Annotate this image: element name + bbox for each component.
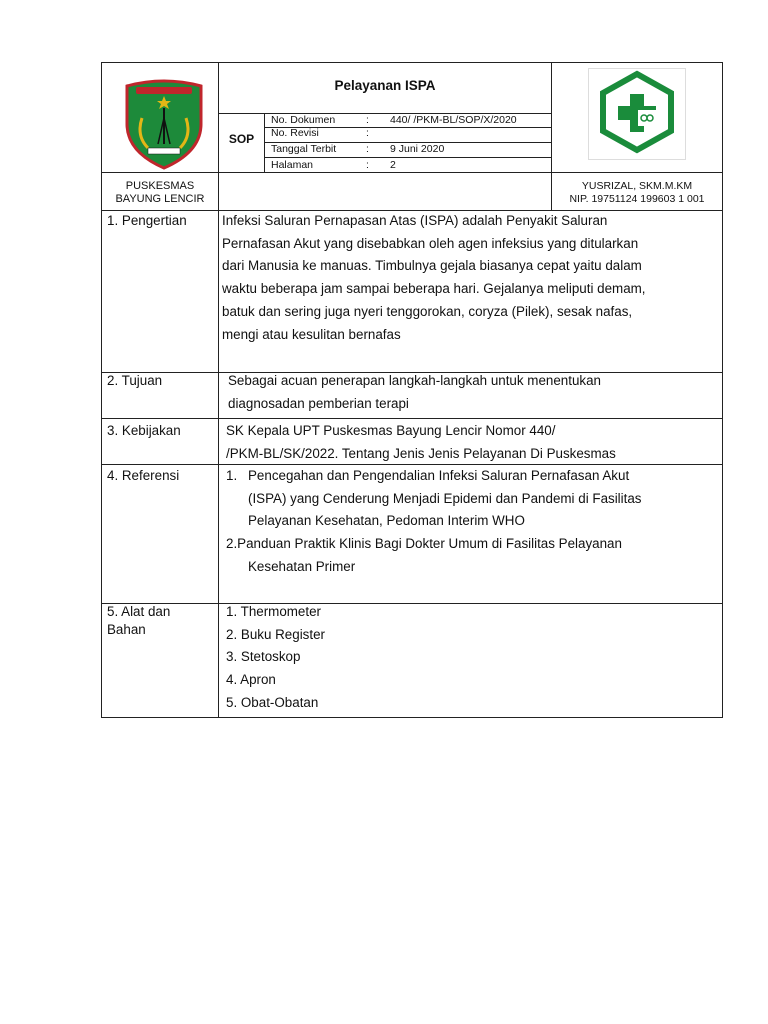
text-line: Pelayanan Kesehatan, Pedoman Interim WHO — [248, 513, 525, 529]
text-line: Panduan Praktik Klinis Bagi Dokter Umum di Fasilitas Pelayanan — [237, 536, 622, 551]
kebijakan-text — [226, 420, 714, 465]
sop-label: SOP — [228, 132, 255, 146]
text-line: dari Manusia ke manuas. Timbulnya gejala biasanya cepat yaitu dalam — [222, 258, 642, 274]
text-line: diagnosadan pemberian terapi — [228, 395, 409, 411]
institution-name — [102, 180, 218, 205]
label-line: 5. Alat dan — [107, 604, 171, 619]
list-item: 1. Thermometer — [226, 604, 322, 619]
institution-line-1: PUSKESMAS — [125, 180, 195, 192]
label-line: Bahan — [107, 621, 146, 637]
signatory — [552, 180, 722, 205]
institution-line-2: BAYUNG LENCIR — [115, 192, 205, 205]
doc-number-value: 440/ /PKM-BL/SOP/X/2020 — [390, 114, 517, 126]
kebijakan-label: 3. Kebijakan — [107, 423, 181, 438]
referensi-item-1 — [226, 465, 714, 533]
pengertian-label: 1. Pengertian — [107, 213, 187, 228]
list-item: 4. Apron — [226, 672, 276, 688]
list-item: 5. Obat-Obatan — [226, 694, 319, 710]
page-label: Halaman — [271, 159, 314, 171]
text-line: batuk dan sering juga nyeri tenggorokan, coryza (Pilek), sesak nafas, — [222, 303, 633, 319]
pengertian-text — [222, 210, 714, 346]
text-line: mengi atau kesulitan bernafas — [222, 326, 401, 342]
revision-sep: : — [366, 127, 369, 139]
referensi-label: 4. Referensi — [107, 468, 180, 483]
tujuan-label: 2. Tujuan — [107, 373, 163, 388]
page-value: 2 — [390, 159, 396, 171]
text-line: (ISPA) yang Cenderung Menjadi Epidemi dan Pandemi di Fasilitas — [248, 490, 642, 506]
signatory-nip: NIP. 19751124 199603 1 001 — [569, 192, 705, 205]
text-line: waktu beberapa jam sampai beberapa hari. Gejalanya meliputi demam, — [222, 281, 646, 297]
issue-date-sep: : — [366, 143, 369, 155]
tujuan-text — [228, 370, 714, 415]
text-line: Pernafasan Akut yang disebabkan oleh agen infeksius yang ditularkan — [222, 235, 639, 251]
revision-label: No. Revisi — [271, 127, 319, 139]
issue-date-value: 9 Juni 2020 — [390, 143, 445, 155]
alat-list — [226, 601, 706, 715]
referensi-item-2 — [226, 533, 714, 578]
list-item: 2. Buku Register — [226, 626, 325, 642]
list-number: 2. — [226, 536, 238, 551]
text-line: /PKM-BL/SK/2022. Tentang Jenis Jenis Pelayanan Di Puskesmas — [226, 445, 616, 461]
list-item: 3. Stetoskop — [226, 649, 301, 665]
signatory-name: YUSRIZAL, SKM.M.KM — [581, 180, 693, 192]
text-line: Kesehatan Primer — [248, 558, 356, 574]
doc-number-sep: : — [366, 114, 369, 126]
alat-label — [107, 603, 170, 638]
text-line: SK Kepala UPT Puskesmas Bayung Lencir Nomor 440/ — [226, 423, 556, 438]
issue-date-label: Tanggal Terbit — [271, 143, 337, 155]
page-sep: : — [366, 159, 369, 171]
regency-emblem-logo — [122, 78, 206, 170]
text-line: Sebagai acuan penerapan langkah-langkah untuk menentukan — [228, 373, 601, 388]
list-number: 1. — [226, 468, 238, 483]
doc-number-label: No. Dokumen — [271, 114, 336, 126]
puskesmas-logo — [588, 68, 686, 160]
text-line: Infeksi Saluran Pernapasan Atas (ISPA) adalah Penyakit Saluran — [222, 213, 608, 228]
text-line: Pencegahan dan Pengendalian Infeksi Saluran Pernafasan Akut — [248, 468, 630, 483]
page-title: Pelayanan ISPA — [334, 78, 436, 93]
